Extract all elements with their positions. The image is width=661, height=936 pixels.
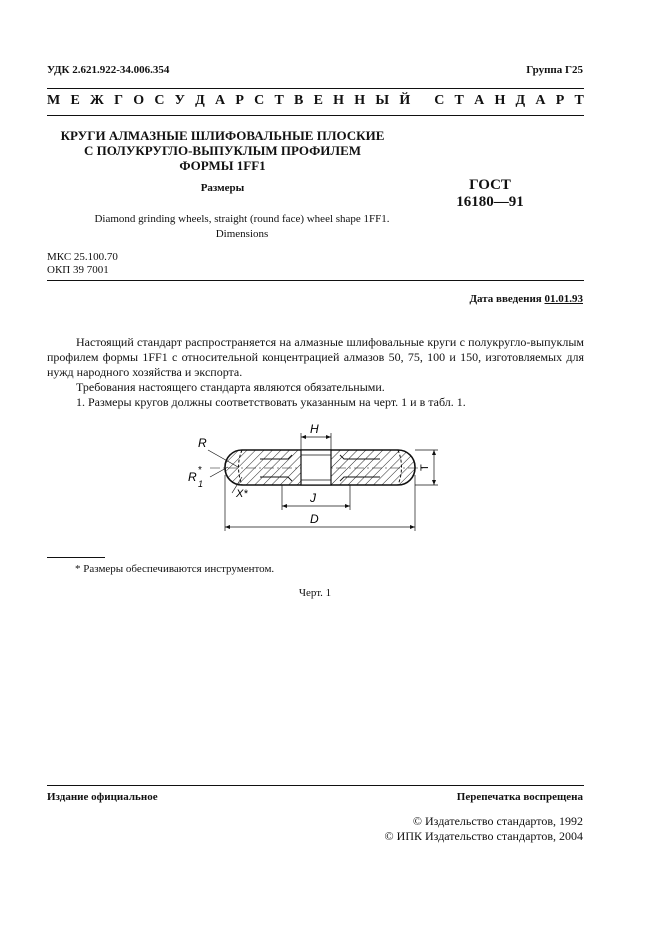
dim-label-J: J [310,491,316,505]
banner-letter: Д [195,93,205,108]
banner-letter: Р [555,93,565,108]
gost-designation [440,177,540,211]
top-rule [47,88,584,89]
banner-letter: Д [515,93,526,108]
footnote: * Размеры обеспечиваются инструментом. [75,563,275,575]
copyright-1992: © Издательство стандартов, 1992 [412,814,583,828]
dim-label-D: D [310,512,319,526]
banner-letter: Ж [90,93,104,108]
mks-code: МКС 25.100.70 [47,251,118,263]
banner-letter: У [174,93,185,108]
official-edition: Издание официальное [47,791,158,803]
banner-letter: Н [333,93,345,108]
paragraph-dimensions: 1. Размеры кругов должны соответствовать указанным на черт. 1 и в табл. 1. [76,395,466,409]
english-title-line-1: Diamond grinding wheels, straight (round face) wheel shape 1FF1. [94,213,390,225]
effective-date-value: 01.01.93 [544,293,583,305]
dim-label-H: H [310,422,319,436]
title-line-1: КРУГИ АЛМАЗНЫЕ ШЛИФОВАЛЬНЫЕ ПЛОСКИЕ [60,128,385,143]
paragraph-scope: Настоящий стандарт распространяется на алмазные шлифовальные круги с полукругло-выпуклым профилем формы 1FF1 с относительной концентрацией алмазов 50, 75, 100 и 150, изготовляемых для нужд народного хозяйства и экспорта. [47,335,584,379]
standard-banner [47,93,584,109]
banner-letter: С [154,93,165,108]
banner-letter: Е [70,93,80,108]
classification-codes [47,251,118,277]
copyrights [385,814,583,844]
dim-label-X: X* [236,488,248,500]
banner-letter: Р [235,93,244,108]
footer-rule [47,785,584,786]
dim-label-R1-subscript: 1 [198,479,204,489]
banner-letter: Е [313,93,323,108]
gost-number: 16180—91 [456,194,524,210]
banner-rule [47,115,584,116]
reprint-prohibited: Перепечатка воспрещена [456,791,583,803]
okp-code: ОКП 39 7001 [47,264,109,276]
dim-label-R1-star: * [198,465,202,476]
copyright-2004: © ИПК Издательство стандартов, 2004 [384,829,583,843]
banner-letter: Н [354,93,366,108]
udk-code: УДК 2.621.922-34.006.354 [47,64,170,76]
banner-letter: С [434,93,445,108]
gost-label: ГОСТ [469,177,511,193]
banner-letter: Т [574,93,584,108]
banner-letter [420,93,424,109]
banner-letter: Т [454,93,464,108]
banner-letter: О [133,93,145,108]
figure-caption: Черт. 1 [298,587,332,599]
dim-label-R: R [198,436,207,450]
title-line-3: ФОРМЫ 1FF1 [179,158,266,173]
banner-letter: Г [114,93,123,108]
body-text [47,335,584,410]
banner-letter: А [474,93,485,108]
english-title [47,212,437,242]
dim-label-R1: R [188,470,197,484]
banner-letter: А [535,93,546,108]
banner-letter: С [254,93,265,108]
codes-rule [47,280,584,281]
banner-letter: Н [494,93,506,108]
dim-label-T: T [419,464,431,471]
document-title [40,128,405,173]
footnote-rule [47,557,105,558]
group-code: Группа Г25 [526,64,583,76]
banner-letter: Й [399,93,411,108]
english-title-line-2: Dimensions [215,228,269,240]
banner-letter: В [294,93,304,108]
effective-date-label: Дата введения [469,293,542,305]
banner-letter: Т [274,93,284,108]
title-line-2: С ПОЛУКРУГЛО-ВЫПУКЛЫМ ПРОФИЛЕМ [83,143,362,158]
banner-letter: Ы [375,93,390,108]
document-subtitle: Размеры [200,182,245,194]
paragraph-mandatory: Требования настоящего стандарта являются обязательными. [76,380,385,394]
banner-letter: А [215,93,226,108]
wheel-drawing [180,415,450,535]
effective-date [469,293,583,305]
banner-letter: М [47,93,61,108]
